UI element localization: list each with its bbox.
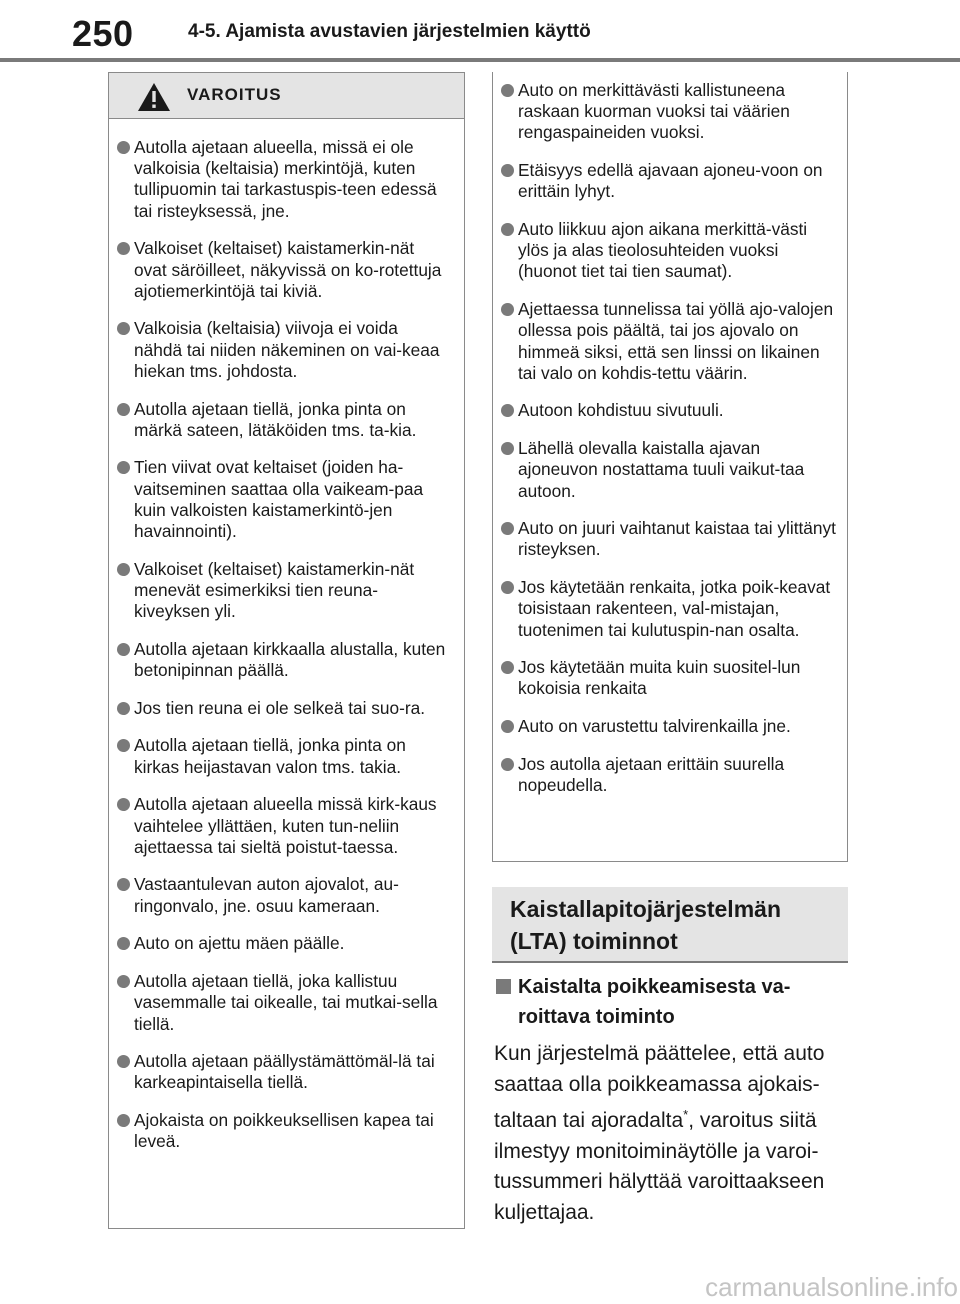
bullet-icon: [117, 461, 130, 474]
bullet-icon: [501, 661, 514, 674]
list-item: [501, 577, 837, 641]
warning-triangle-icon: [137, 82, 171, 112]
section-heading: Kaistallapitojärjestelmän (LTA) toiminnot: [510, 896, 781, 954]
list-item-text: Jos käytetään renkaita, jotka poik-keavat toisistaan rakenteen, val-mistajan, tuotenimen tai kulutuspin-nan osalta.: [518, 577, 831, 640]
list-item: [501, 219, 837, 283]
bullet-icon: [117, 141, 130, 154]
page-header: [0, 0, 960, 60]
list-item-text: Jos autolla ajetaan erittäin suurella nopeudella.: [518, 753, 785, 796]
list-item: [117, 559, 450, 623]
list-item-text: Tien viivat ovat keltaiset (joiden ha-vaitseminen saattaa olla vaikeam-paa kuin valkoisten kaistamerkintö-jen havainnointi).: [134, 457, 424, 542]
list-item: [501, 80, 837, 144]
sub-heading-text: Kaistalta poikkeamisesta va-roittava toiminto: [518, 976, 791, 1028]
list-item: [117, 971, 450, 1035]
bullet-icon: [501, 84, 514, 97]
list-item-text: Auto on varustettu talvirenkailla jne.: [518, 716, 791, 737]
list-item-text: Ajokaista on poikkeuksellisen kapea tai leveä.: [134, 1110, 434, 1152]
bullet-icon: [117, 563, 130, 576]
list-item: [501, 754, 837, 796]
bullet-icon: [117, 739, 130, 752]
list-item-text: Jos tien reuna ei ole selkeä tai suo-ra.: [134, 697, 426, 718]
list-item-text: Auto on ajettu mäen päälle.: [134, 933, 345, 954]
list-item: [501, 518, 837, 560]
list-item-text: Autolla ajetaan alueella, missä ei ole valkoisia (keltaisia) merkintöjä, kuten tullipuomin tai tarkastuspis-teen edessä tai risteyksessä, jne.: [134, 137, 437, 221]
list-item: [117, 318, 450, 382]
bullet-icon: [501, 404, 514, 417]
list-item-text: Valkoiset (keltaiset) kaistamerkin-nät ovat säröilleet, näkyvissä on ko-rotettuja ajotiemerkintöjä tai kiviä.: [134, 238, 442, 301]
warning-title: VAROITUS: [187, 85, 282, 104]
list-item: [117, 137, 450, 222]
list-item: [501, 438, 837, 502]
bullet-icon: [501, 720, 514, 733]
warning-box: [108, 72, 465, 1229]
list-item-text: Autolla ajetaan päällystämättömäl-lä tai karkeapintaisella tiellä.: [134, 1051, 435, 1093]
list-item: [117, 698, 450, 719]
bullet-icon: [501, 303, 514, 316]
list-item: [117, 1051, 450, 1093]
warning-list: [109, 119, 464, 1153]
list-item-text: Auto on juuri vaihtanut kaistaa tai ylittänyt risteyksen.: [518, 518, 836, 560]
list-item: [117, 1110, 450, 1152]
section-title: 4-5. Ajamista avustavien järjestelmien käyttö: [188, 21, 591, 42]
list-item-text: Autoon kohdistuu sivutuuli.: [518, 400, 724, 421]
bullet-icon: [117, 1055, 130, 1068]
bullet-icon: [117, 1114, 130, 1127]
list-item-text: Autolla ajetaan tiellä, joka kallistuu vasemmalle tai oikealle, tai mutkai-sella tiellä.: [134, 971, 438, 1034]
list-item-text: Valkoiset (keltaiset) kaistamerkin-nät menevät esimerkiksi tien reuna-kiveyksen yli.: [134, 558, 415, 622]
body-paragraph: [494, 1039, 846, 1228]
footnote-mark: *: [683, 1107, 689, 1122]
page-number: 250: [72, 13, 134, 54]
bullet-icon: [501, 223, 514, 236]
square-bullet-icon: [496, 979, 511, 994]
body-text-end: , varoitus siitä ilmestyy monitoiminäytölle ja varoi-tussummeri hälyttää varoittaakseen kuljettajaa.: [494, 1109, 825, 1224]
list-item: [117, 874, 450, 916]
header-divider: [0, 58, 960, 62]
list-item: [117, 238, 450, 302]
list-item: [117, 639, 450, 681]
list-item-text: Valkoisia (keltaisia) viivoja ei voida nähdä tai niiden näkeminen on vai-keaa hiekan tms. johdosta.: [134, 318, 440, 381]
list-item: [501, 400, 837, 421]
bullet-icon: [117, 798, 130, 811]
bullet-icon: [501, 164, 514, 177]
warning-continued-list: [492, 72, 848, 862]
list-item-text: Autolla ajetaan kirkkaalla alustalla, kuten betonipinnan päällä.: [134, 638, 446, 681]
list-item: [117, 735, 450, 777]
warning-header: [109, 73, 464, 119]
bullet-icon: [501, 522, 514, 535]
body-text-start: Kun järjestelmä päättelee, että auto saattaa olla poikkeamassa ajokais-taltaan tai ajoradalta: [494, 1042, 825, 1132]
list-item: [117, 399, 450, 441]
list-item-text: Lähellä olevalla kaistalla ajavan ajoneuvon nostattama tuuli vaikut-taa autoon.: [518, 438, 805, 501]
bullet-icon: [117, 322, 130, 335]
list-item: [501, 716, 837, 737]
list-item-text: Auto on merkittävästi kallistuneena raskaan kuorman vuoksi tai väärien rengaspaineiden vuoksi.: [518, 80, 790, 143]
list-item-text: Autolla ajetaan tiellä, jonka pinta on märkä sateen, lätäköiden tms. ta-kia.: [134, 398, 417, 440]
list-item: [117, 933, 450, 954]
list-item: [117, 457, 450, 542]
list-item-text: Ajettaessa tunnelissa tai yöllä ajo-valojen ollessa pois päältä, tai jos ajovalo on himmeä siksi, että sen linssi on likainen tai valo on kohdis-tettu väärin.: [518, 299, 834, 383]
bullet-icon: [117, 702, 130, 715]
bullet-icon: [117, 643, 130, 656]
list-item-text: Vastaantulevan auton ajovalot, au-ringonvalo, jne. osuu kameraan.: [134, 874, 399, 916]
section-heading-box: [492, 887, 848, 963]
list-item: [117, 794, 450, 858]
bullet-icon: [501, 581, 514, 594]
bullet-icon: [117, 878, 130, 891]
bullet-icon: [117, 403, 130, 416]
list-item-text: Autolla ajetaan tiellä, jonka pinta on kirkas heijastavan valon tms. takia.: [134, 735, 406, 777]
bullet-icon: [117, 937, 130, 950]
bullet-icon: [501, 758, 514, 771]
list-item-text: Auto liikkuu ajon aikana merkittä-västi ylös ja alas tieolosuhteiden vuoksi (huonot tiet tai tien saumat).: [518, 219, 808, 282]
list-item-text: Autolla ajetaan alueella missä kirk-kaus vaihtelee yllättäen, kuten tun-neliin ajettaessa tai sieltä poistut-taessa.: [134, 794, 437, 857]
list-item: [501, 299, 837, 384]
list-item-text: Etäisyys edellä ajavaan ajoneu-voon on erittäin lyhyt.: [518, 160, 823, 202]
bullet-icon: [117, 242, 130, 255]
list-item-text: Jos käytetään muita kuin suositel-lun kokoisia renkaita: [518, 657, 801, 699]
bullet-icon: [501, 442, 514, 455]
watermark: carmanualsonline.info: [705, 1272, 958, 1302]
list-item: [501, 160, 837, 202]
list-item: [501, 657, 837, 699]
bullet-icon: [117, 975, 130, 988]
